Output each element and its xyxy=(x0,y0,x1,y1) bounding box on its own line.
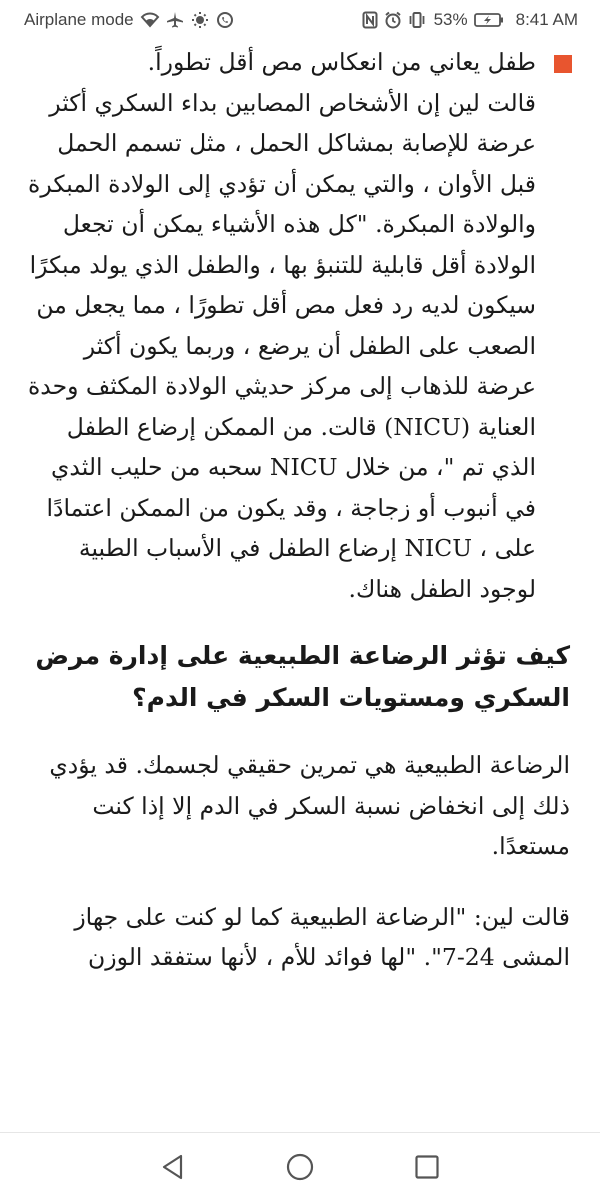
alarm-icon xyxy=(384,11,402,29)
bullet-marker xyxy=(554,55,572,73)
nfc-icon xyxy=(362,11,378,29)
home-icon xyxy=(285,1152,315,1182)
status-left xyxy=(24,10,234,30)
status-bar xyxy=(0,0,600,40)
clock: 8:41 AM xyxy=(515,10,578,29)
bullet-paragraph xyxy=(22,42,570,609)
wifi-icon xyxy=(140,12,160,28)
airplane-mode-label: Airplane mode xyxy=(24,10,134,29)
article-paragraph-2: قالت لين إن الأشخاص المصابين بداء السكري أكثر عرضة للإصابة بمشاكل الحمل ، مثل تسمم الحمل قبل الأوان ، والتي يمكن أن تؤدي إلى الولادة المبكرة والولادة المبكرة. "كل هذه الأشياء يمكن أن تجعل الولادة أقل قابلية للتنبؤ بها ، والطفل الذي يولد مبكرًا سيكون لديه رد فعل مص أقل تطورًا ، مما يجعل من الصعب على الطفل أن يرضع ، وربما يكون أكثر عرضة للذهاب إلى مركز حديثي الولادة المكثف وحدة العناية (NICU) قالت. من الممكن إرضاع الطفل الذي تم "، من خلال NICU سحبه من حليب الثدي في أنبوب أو زجاجة ، وقد يكون من الممكن اعتمادًا على ، NICU إرضاع الطفل في الأسباب الطبية لوجود الطفل هناك. xyxy=(27,88,536,603)
back-icon xyxy=(159,1153,187,1181)
vibrate-icon xyxy=(408,11,426,29)
back-button[interactable] xyxy=(145,1139,201,1195)
article-heading: كيف تؤثر الرضاعة الطبيعية على إدارة مرض السكري ومستويات السكر في الدم؟ xyxy=(35,641,570,712)
article-paragraph-3: الرضاعة الطبيعية هي تمرين حقيقي لجسمك. قد يؤدي ذلك إلى انخفاض نسبة السكر في الدم إلا إذا كنت مستعدًا. xyxy=(49,751,570,860)
cloud-icon xyxy=(190,11,210,29)
recents-icon xyxy=(413,1153,441,1181)
airplane-icon xyxy=(166,11,184,29)
whatsapp-icon xyxy=(216,11,234,29)
status-right xyxy=(362,10,578,30)
home-button[interactable] xyxy=(272,1139,328,1195)
article-content[interactable] xyxy=(0,42,600,1132)
article-paragraph-1: طفل يعاني من انعكاس مص أقل تطوراً. xyxy=(147,48,536,76)
battery-percent: 53% xyxy=(433,10,468,29)
navigation-bar xyxy=(0,1132,600,1200)
article-paragraph-4: قالت لين: "الرضاعة الطبيعية كما لو كنت على جهاز المشى 24-7". "لها فوائد للأم ، لأنها ستفقد الوزن xyxy=(74,902,570,971)
battery-icon xyxy=(474,12,504,28)
recents-button[interactable] xyxy=(399,1139,455,1195)
